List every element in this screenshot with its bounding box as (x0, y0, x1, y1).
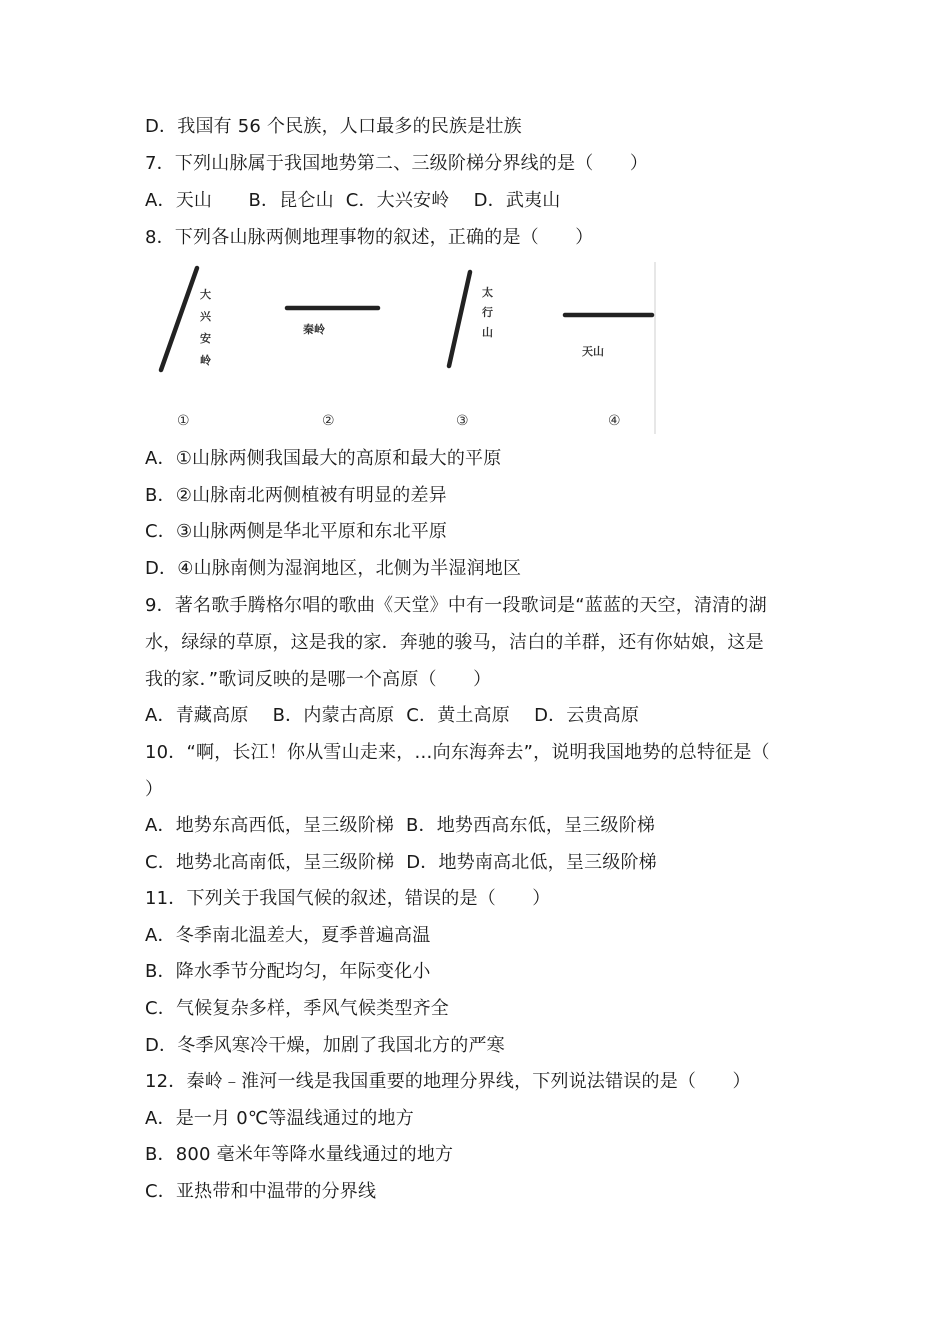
figure-number-4: ④ (608, 413, 621, 429)
q11-stem: 11．下列关于我国气候的叙述，错误的是（ ） (145, 888, 551, 909)
mountain-1-char-1: 大 (200, 288, 211, 301)
q10-options-cd: C．地势北高南低，呈三级阶梯 D．地势南高北低，呈三级阶梯 (145, 852, 657, 873)
q12-stem: 12．秦岭﹣淮河一线是我国重要的地理分界线，下列说法错误的是（ ） (145, 1071, 751, 1092)
figure-number-3: ③ (456, 413, 469, 429)
mountain-1-char-4: 岭 (200, 354, 211, 367)
q8-option-a: A．①山脉两侧我国最大的高原和最大的平原 (145, 448, 502, 469)
q6-option-d: D．我国有 56 个民族，人口最多的民族是壮族 (145, 116, 522, 137)
q10-stem-line-2: ） (145, 779, 164, 800)
q11-option-b: B．降水季节分配均匀，年际变化小 (145, 961, 431, 982)
figure-number-2: ② (322, 413, 335, 429)
q7-options: A．天山 B．昆仑山 C．大兴安岭 D．武夷山 (145, 190, 561, 211)
q9-options: A．青藏高原 B．内蒙古高原 C．黄土高原 D．云贵高原 (145, 705, 640, 726)
mountain-1-char-2: 兴 (200, 310, 211, 323)
q10-stem-line-1: 10．“啊，长江！你从雪山走来，…向东海奔去”，说明我国地势的总特征是（ (145, 742, 770, 763)
q11-option-d: D．冬季风寒冷干燥，加剧了我国北方的严寒 (145, 1035, 505, 1056)
q10-options-ab: A．地势东高西低，呈三级阶梯 B．地势西高东低，呈三级阶梯 (145, 815, 656, 836)
mountain-2-label: 秦岭 (303, 323, 325, 336)
mountain-1-char-3: 安 (200, 332, 211, 345)
mountain-3-line (449, 272, 470, 366)
mountain-3-char-2: 行 (482, 306, 493, 319)
q12-option-c: C．亚热带和中温带的分界线 (145, 1181, 377, 1202)
q8-stem: 8．下列各山脉两侧地理事物的叙述，正确的是（ ） (145, 227, 594, 248)
q8-option-d: D．④山脉南侧为湿润地区，北侧为半湿润地区 (145, 558, 522, 579)
mountain-1-line (161, 268, 197, 370)
q9-stem-line-2: 水，绿绿的草原，这是我的家．奔驰的骏马，洁白的羊群，还有你姑娘，这是 (145, 632, 764, 653)
q9-stem-line-3: 我的家．”歌词反映的是哪一个高原（ ） (145, 669, 492, 690)
q7-stem: 7．下列山脉属于我国地势第二、三级阶梯分界线的是（ ） (145, 153, 649, 174)
q12-option-a: A．是一月 0℃等温线通过的地方 (145, 1108, 414, 1129)
mountain-diagram (145, 258, 657, 436)
q11-option-c: C．气候复杂多样，季风气候类型齐全 (145, 998, 449, 1019)
q11-option-a: A．冬季南北温差大，夏季普遍高温 (145, 925, 431, 946)
mountain-3-char-1: 太 (482, 286, 493, 299)
q8-option-b: B．②山脉南北两侧植被有明显的差异 (145, 485, 447, 506)
q9-stem-line-1: 9．著名歌手腾格尔唱的歌曲《天堂》中有一段歌词是“蓝蓝的天空，清清的湖 (145, 595, 767, 616)
figure-number-1: ① (177, 413, 190, 429)
q12-option-b: B．800 毫米年等降水量线通过的地方 (145, 1144, 454, 1165)
q8-option-c: C．③山脉两侧是华北平原和东北平原 (145, 521, 448, 542)
mountain-3-char-3: 山 (482, 326, 493, 339)
mountain-4-label: 天山 (582, 345, 604, 358)
